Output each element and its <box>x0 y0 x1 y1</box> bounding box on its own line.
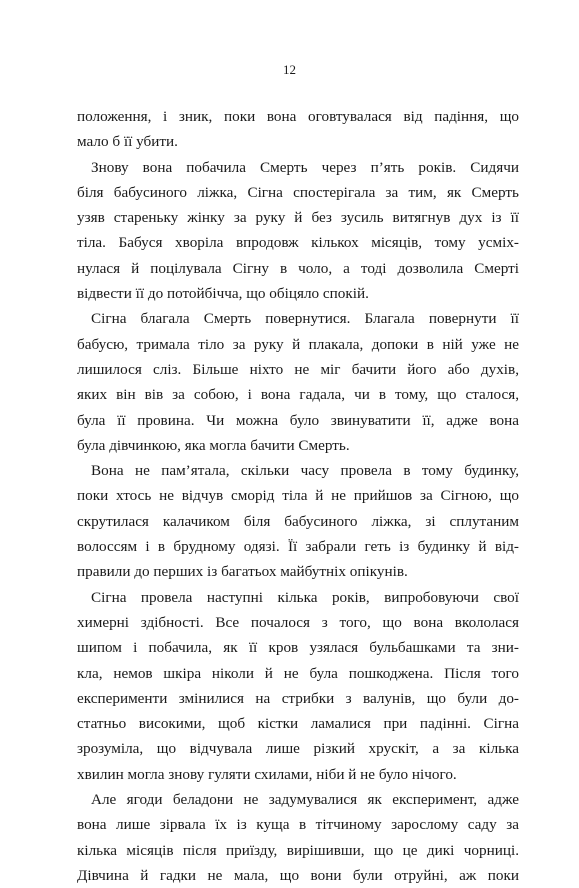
text-line: правили до перших із багатьох майбутніх опікунів. <box>77 563 408 581</box>
text-line: Вона не пам’ятала, скільки часу провела в тому будинку, <box>91 462 519 480</box>
paragraph <box>77 155 519 307</box>
text-line: мало б її убити. <box>77 133 178 151</box>
paragraph <box>77 585 519 787</box>
text-line: Знову вона побачила Смерть через п’ять років. Сидячи <box>91 158 519 176</box>
text-line: лишилося сліз. Більше ніхто не міг бачити його або духів, <box>77 360 519 378</box>
text-line: зрозуміла, що відчувала лише різкий хрускіт, а за кілька <box>77 740 519 758</box>
text-line: хвилин могла знову гуляти схилами, ніби й не було нічого. <box>77 765 457 783</box>
text-line: нулася й поцілувала Сігну в чоло, а тоді дозволила Смерті <box>77 259 519 277</box>
text-line: вона лише зірвала їх із куща в тітчиному зарослому саду за <box>77 816 519 834</box>
text-line: Сігна благала Смерть повернутися. Благала повернути її <box>91 310 519 328</box>
text-line: поки хтось не відчув сморід тіла й не прийшов за Сігною, що <box>77 487 519 505</box>
paragraph <box>77 458 519 584</box>
text-line: яких він вів за собою, і вона гадала, чи в тому, що сталося, <box>77 386 519 404</box>
text-line: тіла. Бабуся хворіла впродовж кількох місяців, тому усміх- <box>77 234 519 252</box>
text-line: кілька місяців після приїзду, вирішивши, що це дикі чорниці. <box>77 841 519 859</box>
text-line: була її провина. Чи можна було звинуватити її, адже вона <box>77 411 519 429</box>
text-line: Дівчина й гадки не мала, що вони були отруйні, аж поки <box>77 866 519 884</box>
body-text <box>77 104 519 888</box>
text-line: біля бабусиного ліжка, Сігна спостерігала за тим, як Смерть <box>77 183 519 201</box>
text-line: відвести її до потойбічча, що обіцяло спокій. <box>77 285 369 303</box>
paragraph <box>77 306 519 458</box>
text-line: Сігна провела наступні кілька років, випробовуючи свої <box>91 588 519 606</box>
text-line: волоссям і в брудному одязі. Її забрали геть із будинку й від- <box>77 538 519 556</box>
text-line: узяв стареньку жінку за руку й без зусиль витягнув дух із її <box>77 209 519 227</box>
text-line: статньо високими, щоб кістки ламалися при падінні. Сігна <box>77 715 519 733</box>
text-line: положення, і зник, поки вона оговтувалася від падіння, що <box>77 108 519 125</box>
text-line: скрутилася калачиком біля бабусиного ліжка, зі сплутаним <box>77 512 519 530</box>
text-line: експерименти змінилися на стрибки з валунів, що були до- <box>77 689 519 707</box>
text-line: була дівчинкою, яка могла бачити Смерть. <box>77 436 350 454</box>
paragraph <box>77 787 519 888</box>
text-line: Але ягоди беладони не задумувалися як експеримент, адже <box>91 791 519 809</box>
text-line: кла, немов шкіра ніколи й не була пошкоджена. Після того <box>77 664 519 682</box>
paragraph <box>77 104 519 155</box>
text-line: бабусю, тримала тіло за руку й плакала, допоки в ній уже не <box>77 335 519 353</box>
text-line: химерні здібності. Все почалося з того, що вона вкололася <box>77 613 519 631</box>
page-number: 12 <box>283 62 296 77</box>
text-line: шипом і побачила, як її кров узялася бульбашками та зни- <box>77 639 519 657</box>
